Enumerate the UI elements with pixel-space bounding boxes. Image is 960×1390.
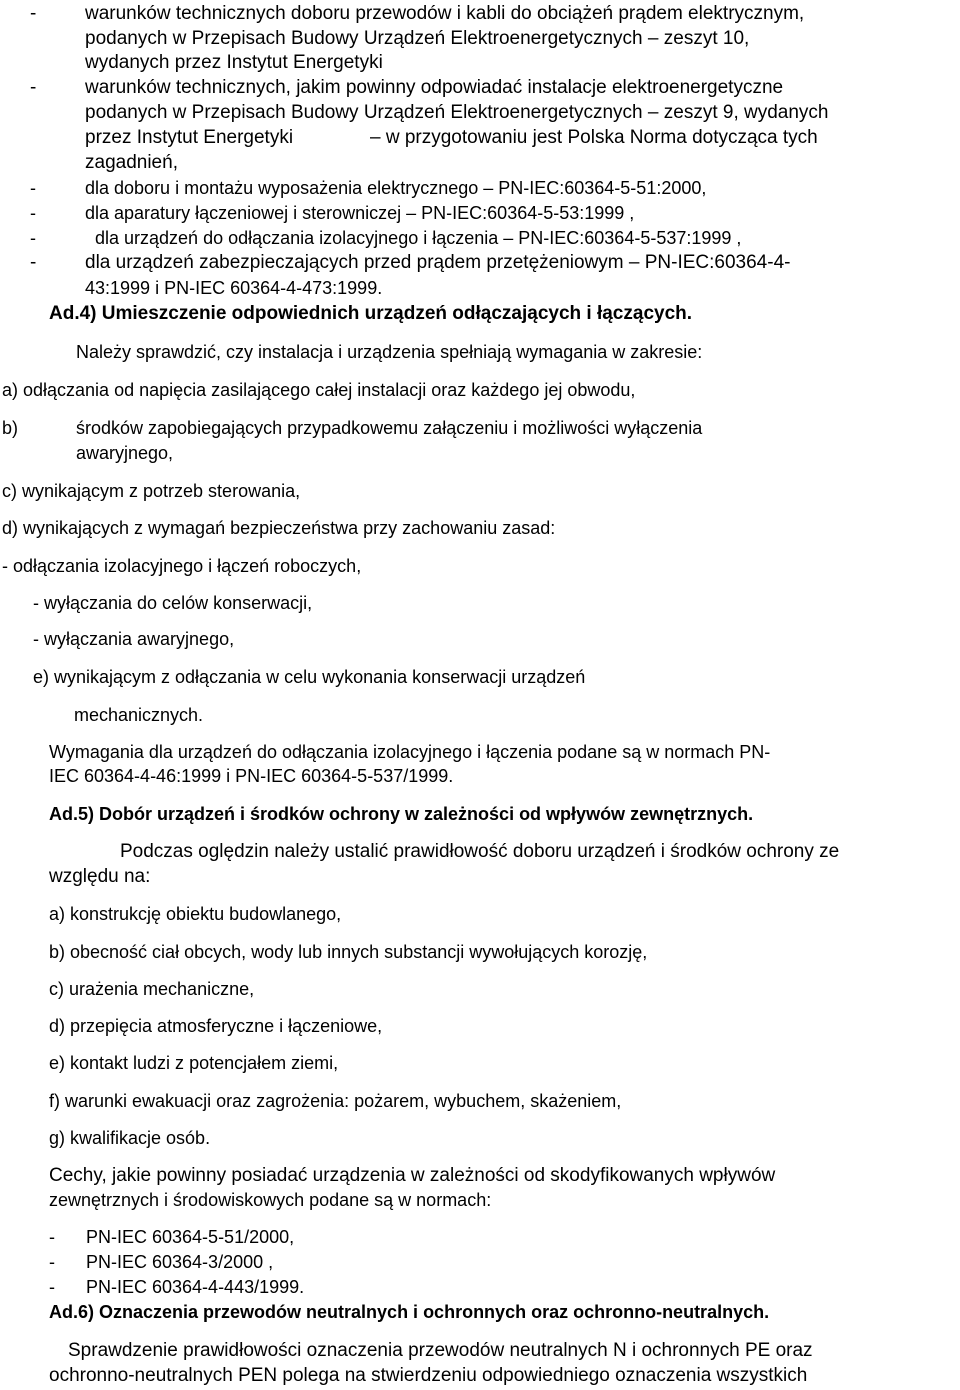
list-text: środków zapobiegających przypadkowemu załączeniu i możliwości wyłączenia [76,418,703,438]
list-text: podanych w Przepisach Budowy Urządzeń Elektroenergetycznych – zeszyt 9, wydanych [85,102,829,123]
list-text: – w przygotowaniu jest Polska Norma dotycząca tych [370,127,818,148]
paragraph-text: względu na: [49,866,151,887]
paragraph-text: Należy sprawdzić, czy instalacja i urządzenia spełniają wymagania w zakresie: [76,342,703,362]
paragraph-text: Wymagania dla urządzeń do odłączania izolacyjnego i łączenia podane są w normach PN- [49,742,771,762]
list-text: c) urażenia mechaniczne, [49,979,255,999]
list-text: - odłączania izolacyjnego i łączeń roboczych, [2,556,362,576]
list-text: dla urządzeń do odłączania izolacyjnego i łączenia – PN-IEC:60364-5-537:1999 , [95,228,742,248]
list-text: a) odłączania od napięcia zasilającego całej instalacji oraz każdego jej obwodu, [2,380,636,400]
list-text: g) kwalifikacje osób. [49,1128,211,1148]
list-text: dla aparatury łączeniowej i sterowniczej – PN-IEC:60364-5-53:1999 , [85,203,635,223]
list-text: - wyłączania awaryjnego, [33,629,235,649]
heading-text: Ad.4) Umieszczenie odpowiednich urządzeń odłączających i łączących. [49,303,693,324]
paragraph-text: zewnętrznych i środowiskowych podane są w normach: [49,1190,492,1210]
list-text: wydanych przez Instytut Energetyki [85,52,383,73]
list-marker: b) [2,418,19,438]
list-text: c) wynikającym z potrzeb sterowania, [2,481,301,501]
heading-text: Ad.5) Dobór urządzeń i środków ochrony w zależności od wpływów zewnętrznych. [49,804,754,824]
list-dash: - [49,1227,55,1247]
list-text: PN-IEC 60364-4-443/1999. [86,1277,305,1297]
list-text: mechanicznych. [74,705,204,725]
list-text: f) warunki ewakuacji oraz zagrożenia: pożarem, wybuchem, skażeniem, [49,1091,622,1111]
paragraph-text: Podczas oględzin należy ustalić prawidłowość doboru urządzeń i środków ochrony ze [120,841,840,862]
list-dash: - [30,228,36,248]
list-text: a) konstrukcję obiektu budowlanego, [49,904,342,924]
list-dash: - [30,77,37,98]
paragraph-text: Sprawdzenie prawidłowości oznaczenia przewodów neutralnych N i ochronnych PE oraz [68,1340,813,1361]
list-text: zagadnień, [85,152,178,173]
list-text: - wyłączania do celów konserwacji, [33,593,313,613]
list-text: podanych w Przepisach Budowy Urządzeń Elektroenergetycznych – zeszyt 10, [85,28,750,49]
heading-text: Ad.6) Oznaczenia przewodów neutralnych i ochronnych oraz ochronno-neutralnych. [49,1302,770,1322]
list-text: d) wynikających z wymagań bezpieczeństwa przy zachowaniu zasad: [2,518,556,538]
list-dash: - [49,1252,55,1272]
list-text: warunków technicznych, jakim powinny odpowiadać instalacje elektroenergetyczne [85,77,784,98]
paragraph-text: ochronno-neutralnych PEN polega na stwierdzeniu odpowiedniego oznaczenia wszystkich [49,1365,808,1386]
list-dash: - [30,203,36,223]
list-text: dla urządzeń zabezpieczających przed prądem przetężeniowym – PN-IEC:60364-4- [85,252,791,273]
list-text: awaryjnego, [76,443,174,463]
list-text: PN-IEC 60364-5-51/2000, [86,1227,295,1247]
list-text: dla doboru i montażu wyposażenia elektrycznego – PN-IEC:60364-5-51:2000, [85,178,707,198]
list-text: 43:1999 i PN-IEC 60364-4-473:1999. [85,278,383,298]
list-text: przez Instytut Energetyki [85,127,294,148]
paragraph-text: IEC 60364-4-46:1999 i PN-IEC 60364-5-537/1999. [49,766,454,786]
list-dash: - [30,3,37,24]
list-dash: - [49,1277,55,1297]
list-dash: - [30,178,36,198]
list-text: warunków technicznych doboru przewodów i kabli do obciążeń prądem elektrycznym, [85,3,805,24]
list-text: b) obecność ciał obcych, wody lub innych substancji wywołujących korozję, [49,942,648,962]
list-dash: - [30,252,37,273]
paragraph-text: Cechy, jakie powinny posiadać urządzenia w zależności od skodyfikowanych wpływów [49,1165,776,1186]
list-text: d) przepięcia atmosferyczne i łączeniowe, [49,1016,383,1036]
list-text: e) wynikającym z odłączania w celu wykonania konserwacji urządzeń [33,667,586,687]
list-text: e) kontakt ludzi z potencjałem ziemi, [49,1053,339,1073]
list-text: PN-IEC 60364-3/2000 , [86,1252,274,1272]
